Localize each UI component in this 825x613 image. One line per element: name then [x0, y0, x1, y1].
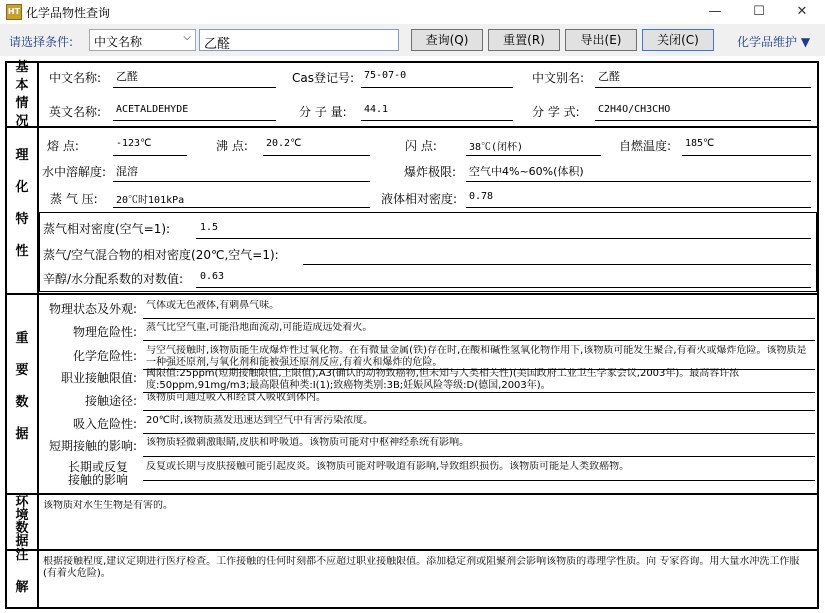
underline: [466, 207, 811, 208]
export-button[interactable]: 导出(E): [565, 29, 637, 51]
bp-value: 20.2℃: [266, 138, 302, 149]
state-value: 气体或无色液体,有刺鼻气味。: [146, 300, 280, 311]
section-label-text: 环 境 数 据: [15, 495, 29, 549]
underline: [143, 410, 815, 411]
explosion-label: 爆炸极限:: [404, 165, 457, 179]
underline: [595, 87, 811, 88]
underline: [466, 181, 811, 182]
underline: [113, 207, 370, 208]
cn-name-label: 中文名称:: [49, 71, 102, 85]
section-divider: [6, 493, 818, 495]
fp-value: 38℃(闭杯): [469, 142, 524, 153]
search-input[interactable]: 乙醛: [199, 29, 399, 51]
section-divider: [6, 549, 818, 551]
reset-button[interactable]: 重置(R): [488, 29, 560, 51]
vapor-mix-label: 蒸气/空气混合物的相对密度(20℃,空气=1):: [43, 248, 279, 262]
section-label-basic: [7, 60, 37, 129]
long-term-label-line1: 长期或反复: [67, 460, 128, 474]
condition-label: 请选择条件:: [9, 35, 74, 49]
section-divider: [6, 293, 818, 295]
en-name-value: ACETALDEHYDE: [116, 104, 189, 115]
section-label-text: 注 解: [15, 548, 29, 595]
underline: [113, 155, 187, 156]
alias-value: 乙醛: [598, 70, 620, 83]
underline: [196, 238, 811, 239]
maximize-button[interactable]: ☐: [753, 4, 765, 19]
underline: [143, 456, 815, 457]
solubility-value: 混溶: [116, 165, 138, 178]
env-text: 该物质对水生生物是有害的。: [43, 500, 173, 511]
section-label-important: [7, 295, 37, 493]
liquid-density-value: 0.78: [469, 191, 494, 202]
section-label-env: [7, 495, 37, 549]
section-label-text: 理 化 特 性: [15, 147, 29, 259]
section-label-text: 重 要 数 据: [15, 331, 29, 442]
vapor-pressure-label: 蒸 气 压:: [50, 192, 98, 206]
notes-text: 根据接触程度,建议定期进行医疗检查。工作接触的任何时刻都不应超过职业接触限值。添加稳定剂或阻聚剂会影响该物质的毒理学性质。向 专家咨询。用大量水冲洗工作服(有着火危险)。: [43, 556, 800, 579]
field-select[interactable]: [89, 29, 196, 51]
section-divider: [6, 126, 818, 128]
mp-value: -123℃: [116, 138, 152, 149]
chemical-hazard-value: 与空气接触时,该物质能生成爆炸性过氧化物。在有微量金属(铁)存在时,在酸和碱性氢氧化物作用下,该物质可能发生聚合,有着火或爆炸危险。该物质是一种强还原剂,与氧化剂和能被强还原剂反应,有着火和爆炸的危险。: [146, 345, 807, 368]
section-label-notes: [7, 548, 37, 607]
mw-value: 44.1: [364, 104, 389, 115]
oel-label: 职业接触限值:: [60, 371, 137, 385]
explosion-value: 空气中4%~60%(体积): [469, 165, 584, 178]
exposure-route-label: 接触途径:: [84, 394, 137, 408]
liquid-density-label: 液体相对密度:: [381, 192, 458, 206]
close-window-button[interactable]: ✕: [796, 4, 808, 19]
short-term-label: 短期接触的影响:: [48, 439, 137, 453]
logp-label: 辛醇/水分配系数的对数值:: [43, 272, 184, 286]
mw-label: 分 子 量:: [299, 105, 347, 119]
fp-label: 闪 点:: [405, 139, 437, 153]
vapor-pressure-value: 20℃时101kPa: [116, 195, 185, 206]
underline: [361, 87, 513, 88]
exposure-route-value: 该物质可通过吸入和经食入吸收到体内。: [146, 392, 326, 403]
vapor-density-label: 蒸气相对密度(空气=1):: [43, 222, 171, 236]
long-term-label: [42, 461, 128, 487]
cas-value: 75-07-0: [364, 70, 407, 81]
label-divider: [37, 62, 39, 608]
long-term-value: 反复或长期与皮肤接触可能引起皮炎。该物质可能对呼吸道有影响,导致组织损伤。该物质可能是人类致癌物。: [146, 461, 630, 472]
en-name-label: 英文名称:: [49, 105, 102, 119]
underline: [682, 155, 811, 156]
inhalation-hazard-value: 20℃时,该物质蒸发迅速达到空气中有害污染浓度。: [146, 415, 374, 426]
bp-label: 沸 点:: [216, 139, 248, 153]
section-label-physchem: [7, 128, 37, 293]
solubility-label: 水中溶解度:: [42, 165, 107, 179]
alias-label: 中文别名:: [532, 71, 585, 85]
underline: [466, 155, 601, 156]
cas-label: Cas登记号:: [292, 71, 355, 85]
chevron-down-icon: ⌵: [183, 32, 191, 43]
underline: [143, 318, 815, 319]
underline: [361, 120, 513, 121]
formula-value: C2H4O/CH3CHO: [598, 104, 671, 115]
underline: [113, 120, 276, 121]
maintenance-menu[interactable]: 化学品维护 ▼: [737, 35, 811, 49]
underline: [143, 340, 815, 341]
query-button[interactable]: 查询(Q): [411, 29, 483, 51]
cn-name-value: 乙醛: [116, 70, 138, 83]
mp-label: 熔 点:: [47, 139, 79, 153]
state-label: 物理状态及外观:: [48, 302, 137, 316]
field-select-value: 中文名称: [94, 35, 143, 49]
underline: [143, 480, 815, 481]
underline: [113, 181, 370, 182]
underline: [303, 264, 811, 265]
oel-value: 阈限值:25ppm(短期接触限值,上限值),A3(确认的动物致癌物,但未知与人类相关性)(美国政府工业卫生学家会议,2003年)。最高容许浓度:50ppm,91mg/m3;最高限值种类:I(1);致癌物类别:3B;妊娠风险等级:D(德国,2003年)。: [146, 368, 740, 391]
inhalation-hazard-label: 吸入危险性:: [72, 417, 137, 431]
short-term-value: 该物质轻微刺激眼睛,皮肤和呼吸道。该物质可能对中枢神经系统有影响。: [146, 437, 470, 448]
underline: [196, 287, 811, 288]
window-title: 化学品物性查询: [26, 6, 111, 20]
underline: [595, 120, 811, 121]
chemical-hazard-label: 化学危险性:: [72, 349, 137, 363]
underline: [143, 433, 815, 434]
minimize-button[interactable]: —: [708, 4, 722, 19]
logp-value: 0.63: [200, 271, 225, 282]
ai-label: 自燃温度:: [619, 139, 672, 153]
physical-hazard-label: 物理危险性:: [72, 325, 137, 339]
ai-value: 185℃: [685, 138, 715, 149]
underline: [263, 155, 370, 156]
formula-label: 分 学 式:: [532, 105, 580, 119]
section-label-text: 基 本 情 况: [15, 60, 29, 129]
underline: [113, 87, 276, 88]
vapor-density-value: 1.5: [200, 222, 219, 233]
physical-hazard-value: 蒸气比空气重,可能沿地面流动,可能造成远处着火。: [146, 322, 373, 333]
close-button[interactable]: 关闭(C): [642, 29, 714, 51]
app-icon: HT: [6, 4, 22, 20]
long-term-label-line2: 接触的影响: [67, 473, 128, 487]
